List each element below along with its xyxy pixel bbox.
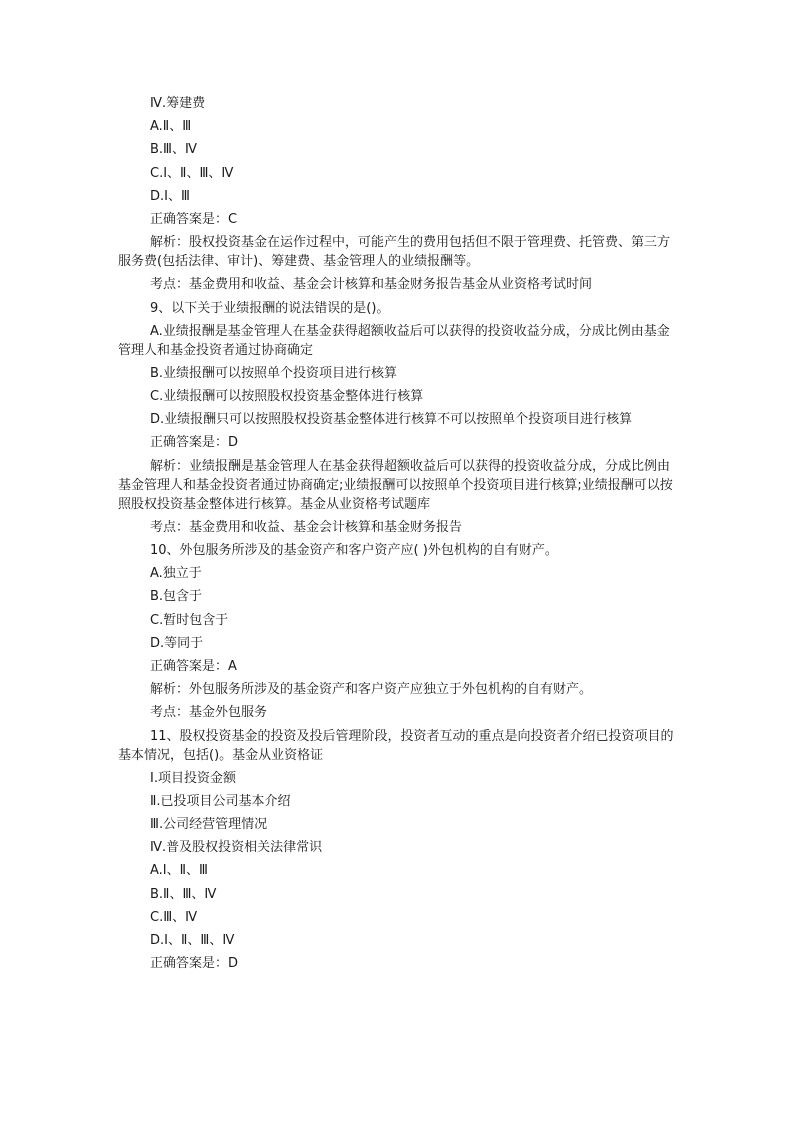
paragraph: Ⅲ.公司经营管理情况: [150, 817, 268, 833]
paragraph: 11、股权投资基金的投资及投后管理阶段，投资者互动的重点是向投资者介绍已投资项目的基本情况，包括()。基金从业资格证: [118, 728, 674, 763]
paragraph: C.业绩报酬可以按照股权投资基金整体进行核算: [150, 389, 424, 405]
document-body: [118, 94, 678, 977]
paragraph: 正确答案是：A: [150, 658, 237, 674]
paragraph: 正确答案是：C: [150, 211, 238, 227]
paragraph: D.等同于: [150, 635, 204, 651]
paragraph: B.Ⅲ、Ⅳ: [150, 142, 198, 158]
paragraph: 9、以下关于业绩报酬的说法错误的是()。: [150, 300, 390, 316]
paragraph: C.Ⅲ、Ⅳ: [150, 909, 198, 925]
paragraph: D.业绩报酬只可以按照股权投资基金整体进行核算不可以按照单个投资项目进行核算: [150, 412, 633, 428]
paragraph: 考点：基金费用和收益、基金会计核算和基金财务报告基金从业资格考试时间: [150, 277, 593, 293]
paragraph: C.Ⅰ、Ⅱ、Ⅲ、Ⅳ: [150, 165, 234, 181]
paragraph: B.业绩报酬可以按照单个投资项目进行核算: [150, 365, 398, 381]
paragraph: Ⅰ.项目投资金额: [150, 770, 236, 786]
paragraph: A.Ⅱ、Ⅲ: [150, 119, 192, 135]
paragraph: 解析：股权投资基金在运作过程中，可能产生的费用包括但不限于管理费、托管费、第三方服务费(包括法律、审计)、筹建费、基金管理人的业绩报酬等。: [118, 235, 671, 270]
paragraph: A.业绩报酬是基金管理人在基金获得超额收益后可以获得的投资收益分成，分成比例由基金管理人和基金投资者通过协商确定: [118, 323, 670, 358]
paragraph: 考点：基金费用和收益、基金会计核算和基金财务报告: [150, 519, 463, 535]
paragraph: B.Ⅱ、Ⅲ、Ⅳ: [150, 886, 217, 902]
paragraph: C.暂时包含于: [150, 612, 229, 628]
paragraph: D.Ⅰ、Ⅲ: [150, 188, 190, 204]
paragraph: 解析：业绩报酬是基金管理人在基金获得超额收益后可以获得的投资收益分成，分成比例由基金管理人和基金投资者通过协商确定;业绩报酬可以按照单个投资项目进行核算;业绩报酬可以按照股权投资基金整体进行核算。基金从业资格考试题库: [118, 458, 673, 512]
paragraph: Ⅳ.普及股权投资相关法律常识: [150, 840, 323, 856]
paragraph: 正确答案是：D: [150, 435, 239, 451]
paragraph: A.独立于: [150, 566, 202, 582]
paragraph: A.Ⅰ、Ⅱ、Ⅲ: [150, 863, 208, 879]
paragraph: Ⅱ.已投项目公司基本介绍: [150, 793, 291, 809]
paragraph: 10、外包服务所涉及的基金资产和客户资产应( )外包机构的自有财产。: [150, 543, 558, 558]
paragraph: 考点：基金外包服务: [150, 705, 268, 721]
paragraph: B.包含于: [150, 589, 203, 605]
paragraph: 解析：外包服务所涉及的基金资产和客户资产应独立于外包机构的自有财产。: [150, 682, 593, 698]
paragraph: Ⅳ.筹建费: [150, 96, 206, 111]
paragraph: 正确答案是：D: [150, 956, 239, 972]
paragraph: D.Ⅰ、Ⅱ、Ⅲ、Ⅳ: [150, 933, 235, 948]
